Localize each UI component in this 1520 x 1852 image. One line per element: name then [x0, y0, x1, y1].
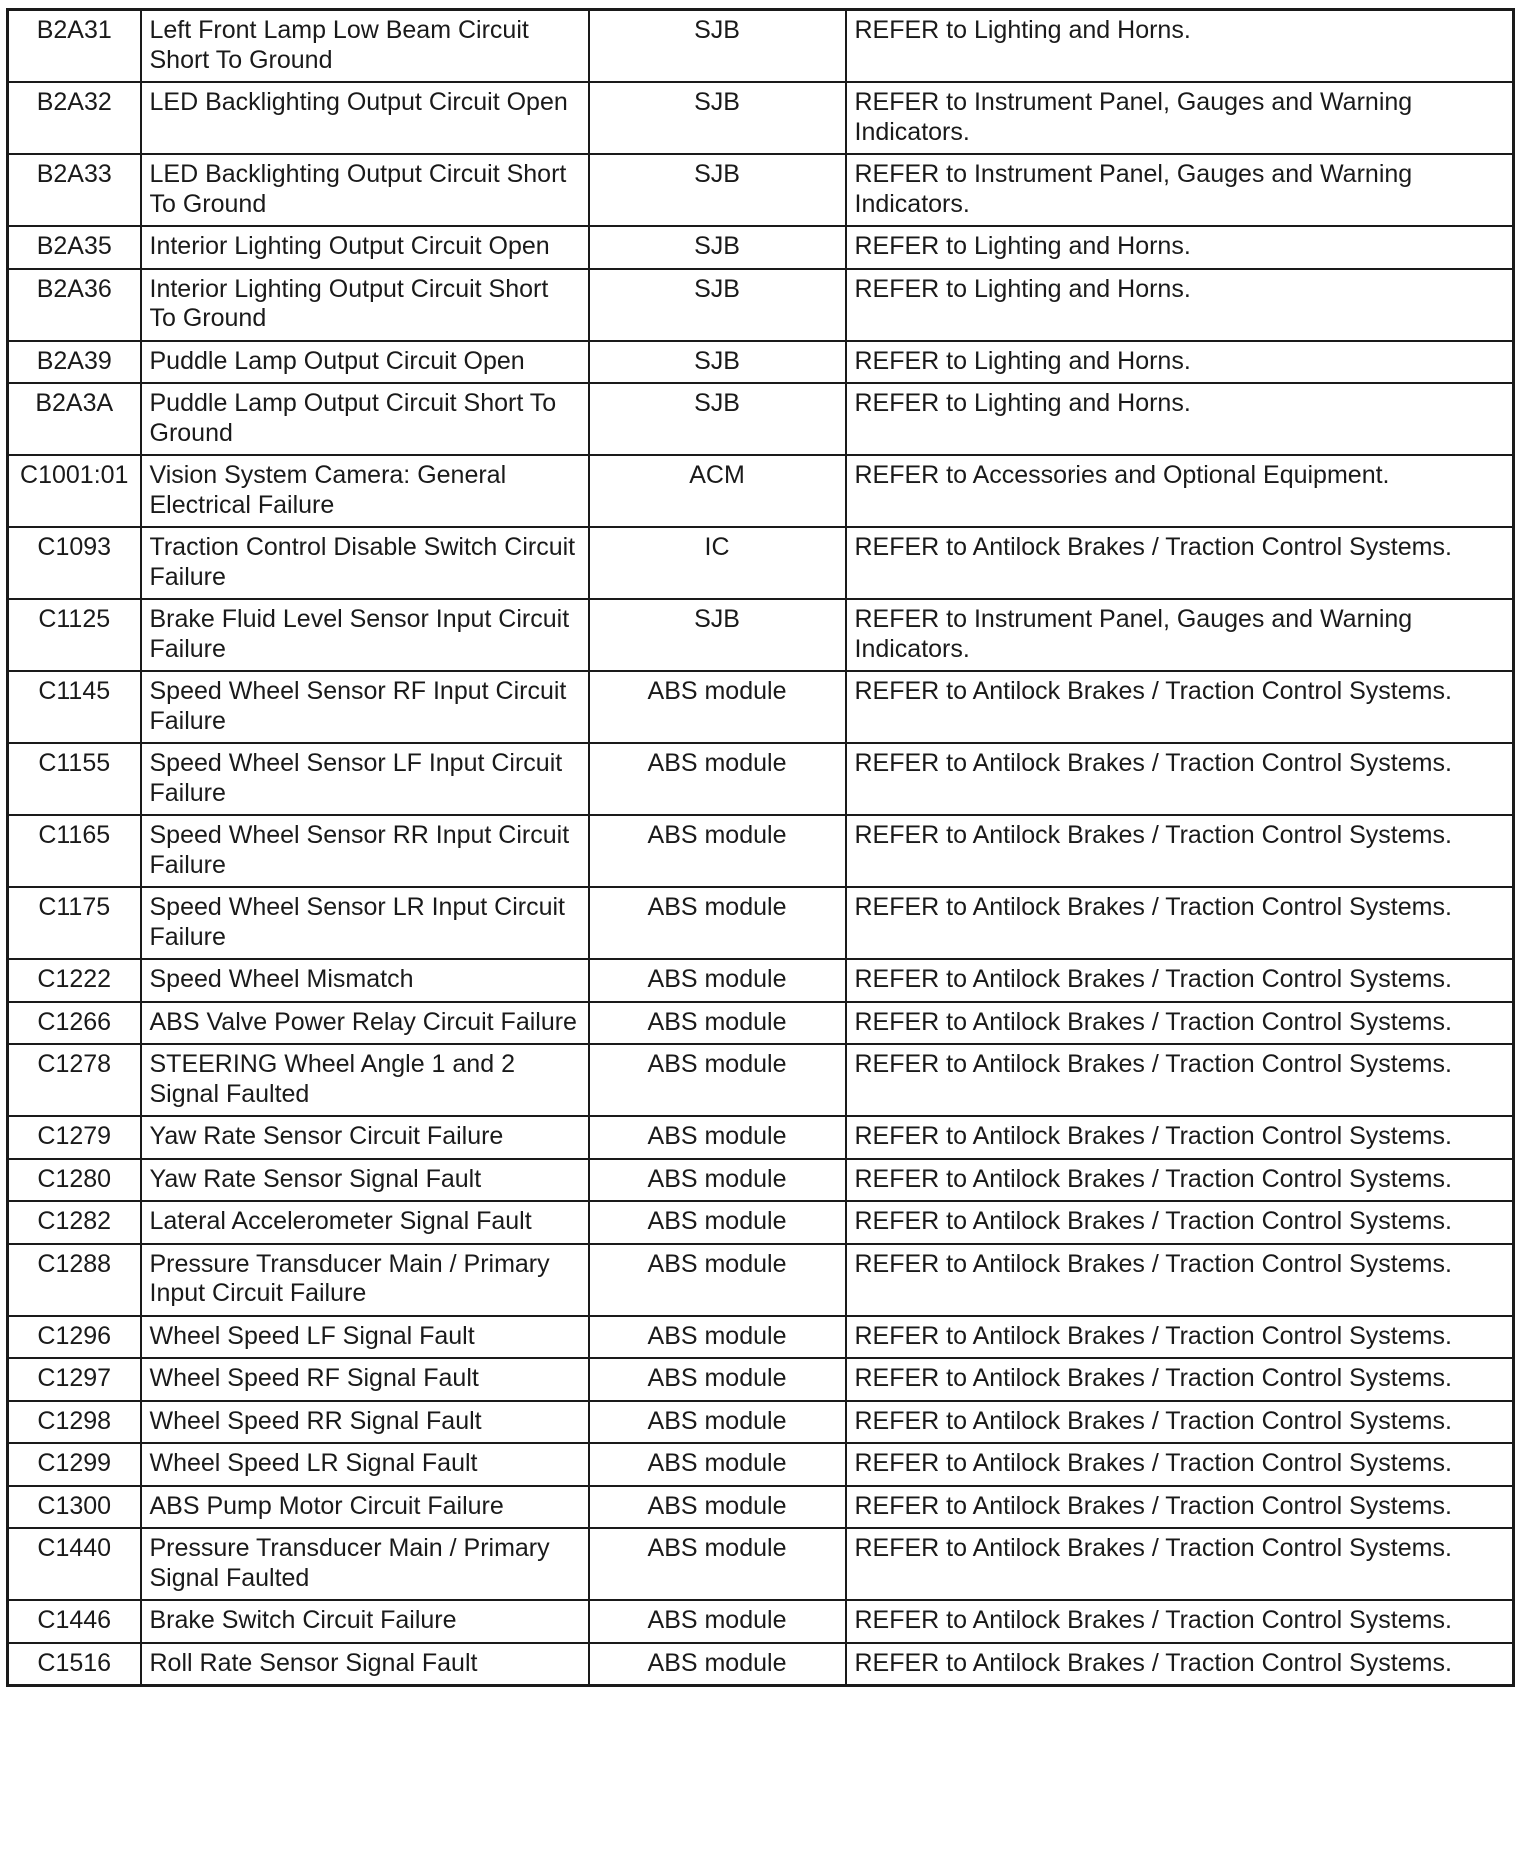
- module-cell: SJB: [589, 383, 846, 455]
- table-row: [8, 383, 1514, 455]
- module-cell: ABS module: [589, 1002, 846, 1045]
- dtc-code-cell: C1446: [8, 1600, 141, 1643]
- description-cell: Traction Control Disable Switch Circuit Failure: [141, 527, 589, 599]
- action-cell: REFER to Antilock Brakes / Traction Control Systems.: [846, 671, 1514, 743]
- dtc-code-cell: C1280: [8, 1159, 141, 1202]
- description-cell: Wheel Speed RF Signal Fault: [141, 1358, 589, 1401]
- description-cell: LED Backlighting Output Circuit Open: [141, 82, 589, 154]
- action-cell: REFER to Lighting and Horns.: [846, 383, 1514, 455]
- action-cell: REFER to Antilock Brakes / Traction Control Systems.: [846, 743, 1514, 815]
- dtc-code-cell: C1299: [8, 1443, 141, 1486]
- module-cell: ABS module: [589, 1201, 846, 1244]
- table-row: [8, 1401, 1514, 1444]
- description-cell: Wheel Speed LR Signal Fault: [141, 1443, 589, 1486]
- description-cell: Brake Switch Circuit Failure: [141, 1600, 589, 1643]
- table-row: [8, 1486, 1514, 1529]
- description-cell: Speed Wheel Sensor RF Input Circuit Failure: [141, 671, 589, 743]
- action-cell: REFER to Instrument Panel, Gauges and Warning Indicators.: [846, 82, 1514, 154]
- description-cell: Speed Wheel Sensor RR Input Circuit Failure: [141, 815, 589, 887]
- dtc-code-cell: C1266: [8, 1002, 141, 1045]
- dtc-code-cell: C1093: [8, 527, 141, 599]
- description-cell: Interior Lighting Output Circuit Short To Ground: [141, 269, 589, 341]
- table-row: [8, 455, 1514, 527]
- description-cell: Speed Wheel Mismatch: [141, 959, 589, 1002]
- action-cell: REFER to Antilock Brakes / Traction Control Systems.: [846, 815, 1514, 887]
- dtc-code-cell: C1288: [8, 1244, 141, 1316]
- action-cell: REFER to Antilock Brakes / Traction Control Systems.: [846, 1044, 1514, 1116]
- dtc-code-cell: C1145: [8, 671, 141, 743]
- table-row: [8, 1244, 1514, 1316]
- description-cell: Wheel Speed RR Signal Fault: [141, 1401, 589, 1444]
- table-row: [8, 269, 1514, 341]
- description-cell: Interior Lighting Output Circuit Open: [141, 226, 589, 269]
- table-row: [8, 815, 1514, 887]
- action-cell: REFER to Antilock Brakes / Traction Control Systems.: [846, 1528, 1514, 1600]
- table-row: [8, 1316, 1514, 1359]
- module-cell: ABS module: [589, 1244, 846, 1316]
- action-cell: REFER to Accessories and Optional Equipment.: [846, 455, 1514, 527]
- action-cell: REFER to Antilock Brakes / Traction Control Systems.: [846, 1316, 1514, 1359]
- action-cell: REFER to Antilock Brakes / Traction Control Systems.: [846, 1401, 1514, 1444]
- description-cell: Speed Wheel Sensor LR Input Circuit Failure: [141, 887, 589, 959]
- module-cell: ABS module: [589, 1401, 846, 1444]
- module-cell: ABS module: [589, 671, 846, 743]
- module-cell: ABS module: [589, 743, 846, 815]
- dtc-code-cell: B2A39: [8, 341, 141, 384]
- action-cell: REFER to Antilock Brakes / Traction Control Systems.: [846, 1443, 1514, 1486]
- action-cell: REFER to Antilock Brakes / Traction Control Systems.: [846, 1358, 1514, 1401]
- description-cell: Vision System Camera: General Electrical Failure: [141, 455, 589, 527]
- module-cell: ABS module: [589, 1159, 846, 1202]
- description-cell: Pressure Transducer Main / Primary Input Circuit Failure: [141, 1244, 589, 1316]
- module-cell: SJB: [589, 269, 846, 341]
- dtc-code-cell: C1278: [8, 1044, 141, 1116]
- module-cell: ABS module: [589, 1443, 846, 1486]
- action-cell: REFER to Antilock Brakes / Traction Control Systems.: [846, 959, 1514, 1002]
- table-row: [8, 1159, 1514, 1202]
- dtc-code-cell: C1175: [8, 887, 141, 959]
- dtc-code-cell: B2A31: [8, 10, 141, 83]
- description-cell: Puddle Lamp Output Circuit Short To Ground: [141, 383, 589, 455]
- dtc-table: [6, 8, 1515, 1687]
- table-row: [8, 10, 1514, 83]
- action-cell: REFER to Antilock Brakes / Traction Control Systems.: [846, 1159, 1514, 1202]
- module-cell: ABS module: [589, 1044, 846, 1116]
- description-cell: LED Backlighting Output Circuit Short To Ground: [141, 154, 589, 226]
- module-cell: SJB: [589, 10, 846, 83]
- action-cell: REFER to Lighting and Horns.: [846, 226, 1514, 269]
- description-cell: Wheel Speed LF Signal Fault: [141, 1316, 589, 1359]
- action-cell: REFER to Instrument Panel, Gauges and Warning Indicators.: [846, 154, 1514, 226]
- table-row: [8, 527, 1514, 599]
- table-row: [8, 341, 1514, 384]
- description-cell: Pressure Transducer Main / Primary Signal Faulted: [141, 1528, 589, 1600]
- table-row: [8, 154, 1514, 226]
- table-row: [8, 743, 1514, 815]
- module-cell: SJB: [589, 154, 846, 226]
- table-row: [8, 1358, 1514, 1401]
- action-cell: REFER to Instrument Panel, Gauges and Warning Indicators.: [846, 599, 1514, 671]
- description-cell: Brake Fluid Level Sensor Input Circuit Failure: [141, 599, 589, 671]
- table-row: [8, 1528, 1514, 1600]
- module-cell: ABS module: [589, 1643, 846, 1686]
- action-cell: REFER to Antilock Brakes / Traction Control Systems.: [846, 1244, 1514, 1316]
- table-row: [8, 1044, 1514, 1116]
- action-cell: REFER to Lighting and Horns.: [846, 341, 1514, 384]
- dtc-code-cell: B2A32: [8, 82, 141, 154]
- dtc-code-cell: B2A33: [8, 154, 141, 226]
- description-cell: ABS Valve Power Relay Circuit Failure: [141, 1002, 589, 1045]
- module-cell: ABS module: [589, 1528, 846, 1600]
- dtc-code-cell: C1125: [8, 599, 141, 671]
- dtc-code-cell: C1516: [8, 1643, 141, 1686]
- action-cell: REFER to Antilock Brakes / Traction Control Systems.: [846, 1201, 1514, 1244]
- action-cell: REFER to Lighting and Horns.: [846, 269, 1514, 341]
- description-cell: Lateral Accelerometer Signal Fault: [141, 1201, 589, 1244]
- dtc-code-cell: C1155: [8, 743, 141, 815]
- module-cell: ACM: [589, 455, 846, 527]
- module-cell: ABS module: [589, 1358, 846, 1401]
- table-row: [8, 1201, 1514, 1244]
- dtc-code-cell: C1279: [8, 1116, 141, 1159]
- description-cell: Puddle Lamp Output Circuit Open: [141, 341, 589, 384]
- action-cell: REFER to Antilock Brakes / Traction Control Systems.: [846, 1643, 1514, 1686]
- description-cell: STEERING Wheel Angle 1 and 2 Signal Faulted: [141, 1044, 589, 1116]
- description-cell: Yaw Rate Sensor Circuit Failure: [141, 1116, 589, 1159]
- dtc-code-cell: B2A3A: [8, 383, 141, 455]
- description-cell: ABS Pump Motor Circuit Failure: [141, 1486, 589, 1529]
- dtc-code-cell: C1440: [8, 1528, 141, 1600]
- description-cell: Roll Rate Sensor Signal Fault: [141, 1643, 589, 1686]
- action-cell: REFER to Antilock Brakes / Traction Control Systems.: [846, 1116, 1514, 1159]
- dtc-code-cell: C1296: [8, 1316, 141, 1359]
- table-row: [8, 887, 1514, 959]
- table-row: [8, 959, 1514, 1002]
- table-row: [8, 1002, 1514, 1045]
- module-cell: ABS module: [589, 1600, 846, 1643]
- table-row: [8, 671, 1514, 743]
- module-cell: SJB: [589, 599, 846, 671]
- table-row: [8, 1600, 1514, 1643]
- module-cell: ABS module: [589, 1486, 846, 1529]
- module-cell: ABS module: [589, 1116, 846, 1159]
- action-cell: REFER to Antilock Brakes / Traction Control Systems.: [846, 1002, 1514, 1045]
- table-row: [8, 1443, 1514, 1486]
- table-row: [8, 1643, 1514, 1686]
- module-cell: SJB: [589, 341, 846, 384]
- dtc-code-cell: B2A35: [8, 226, 141, 269]
- module-cell: ABS module: [589, 959, 846, 1002]
- action-cell: REFER to Antilock Brakes / Traction Control Systems.: [846, 1600, 1514, 1643]
- module-cell: IC: [589, 527, 846, 599]
- action-cell: REFER to Antilock Brakes / Traction Control Systems.: [846, 1486, 1514, 1529]
- dtc-code-cell: C1001:01: [8, 455, 141, 527]
- dtc-table-body: [8, 10, 1514, 1686]
- action-cell: REFER to Antilock Brakes / Traction Control Systems.: [846, 887, 1514, 959]
- table-row: [8, 599, 1514, 671]
- module-cell: ABS module: [589, 815, 846, 887]
- table-row: [8, 82, 1514, 154]
- dtc-code-cell: C1300: [8, 1486, 141, 1529]
- dtc-code-cell: C1222: [8, 959, 141, 1002]
- action-cell: REFER to Lighting and Horns.: [846, 10, 1514, 83]
- dtc-code-cell: C1282: [8, 1201, 141, 1244]
- dtc-code-cell: C1165: [8, 815, 141, 887]
- dtc-code-cell: C1298: [8, 1401, 141, 1444]
- description-cell: Speed Wheel Sensor LF Input Circuit Failure: [141, 743, 589, 815]
- module-cell: ABS module: [589, 1316, 846, 1359]
- module-cell: SJB: [589, 82, 846, 154]
- action-cell: REFER to Antilock Brakes / Traction Control Systems.: [846, 527, 1514, 599]
- module-cell: ABS module: [589, 887, 846, 959]
- dtc-code-cell: C1297: [8, 1358, 141, 1401]
- module-cell: SJB: [589, 226, 846, 269]
- description-cell: Yaw Rate Sensor Signal Fault: [141, 1159, 589, 1202]
- table-row: [8, 226, 1514, 269]
- description-cell: Left Front Lamp Low Beam Circuit Short To Ground: [141, 10, 589, 83]
- dtc-code-cell: B2A36: [8, 269, 141, 341]
- table-row: [8, 1116, 1514, 1159]
